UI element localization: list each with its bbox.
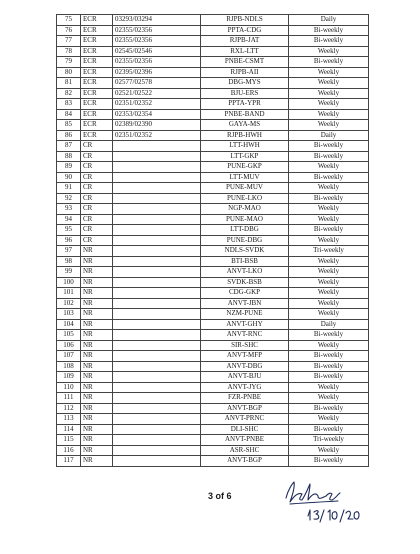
cell-zone: CR	[81, 151, 113, 162]
table-row	[57, 288, 369, 299]
table-row	[57, 319, 369, 330]
cell-route: RJPB-AII	[201, 67, 289, 78]
cell-route: LTT-DBG	[201, 225, 289, 236]
cell-route: NGP-MAO	[201, 204, 289, 215]
cell-zone: NR	[81, 403, 113, 414]
cell-zone: NR	[81, 372, 113, 383]
cell-frequency: Weekly	[289, 88, 369, 99]
handwritten-signature	[280, 476, 390, 531]
cell-route: ANVT-BJU	[201, 372, 289, 383]
table-row	[57, 151, 369, 162]
cell-serial-number: 88	[57, 151, 81, 162]
table-row	[57, 46, 369, 57]
cell-serial-number: 90	[57, 172, 81, 183]
cell-route: BTI-BSB	[201, 256, 289, 267]
cell-serial-number: 109	[57, 372, 81, 383]
cell-train-numbers	[113, 183, 201, 194]
cell-route: ANVT-PNBE	[201, 435, 289, 446]
table-row	[57, 162, 369, 173]
table-row	[57, 130, 369, 141]
cell-route: SIR-SHC	[201, 340, 289, 351]
cell-zone: ECR	[81, 67, 113, 78]
cell-serial-number: 75	[57, 15, 81, 26]
cell-frequency: Bi-weekly	[289, 25, 369, 36]
cell-route: FZR-PNBE	[201, 393, 289, 404]
cell-serial-number: 87	[57, 141, 81, 152]
table-row	[57, 109, 369, 120]
cell-train-numbers: 02353/02354	[113, 109, 201, 120]
cell-route: NDLS-SVDK	[201, 246, 289, 257]
cell-train-numbers	[113, 246, 201, 257]
table-row	[57, 193, 369, 204]
cell-serial-number: 78	[57, 46, 81, 57]
cell-zone: ECR	[81, 99, 113, 110]
cell-serial-number: 99	[57, 267, 81, 278]
cell-serial-number: 93	[57, 204, 81, 215]
cell-zone: CR	[81, 193, 113, 204]
cell-zone: CR	[81, 204, 113, 215]
cell-route: PUNE-GKP	[201, 162, 289, 173]
table-row	[57, 456, 369, 467]
cell-route: ANVT-DBG	[201, 361, 289, 372]
cell-zone: NR	[81, 319, 113, 330]
cell-train-numbers	[113, 445, 201, 456]
cell-serial-number: 117	[57, 456, 81, 467]
page-number: 3 of 6	[208, 491, 232, 501]
cell-zone: NR	[81, 393, 113, 404]
cell-frequency: Bi-weekly	[289, 225, 369, 236]
cell-frequency: Weekly	[289, 414, 369, 425]
cell-serial-number: 81	[57, 78, 81, 89]
cell-frequency: Tri-weekly	[289, 435, 369, 446]
cell-route: ANVT-BGP	[201, 456, 289, 467]
cell-serial-number: 86	[57, 130, 81, 141]
cell-route: ANVT-GHY	[201, 319, 289, 330]
cell-zone: ECR	[81, 46, 113, 57]
table-row	[57, 141, 369, 152]
cell-serial-number: 84	[57, 109, 81, 120]
table-row	[57, 403, 369, 414]
cell-train-numbers	[113, 403, 201, 414]
cell-serial-number: 89	[57, 162, 81, 173]
table-row	[57, 183, 369, 194]
cell-train-numbers	[113, 351, 201, 362]
table-row	[57, 78, 369, 89]
cell-frequency: Daily	[289, 15, 369, 26]
cell-frequency: Bi-weekly	[289, 403, 369, 414]
table-row	[57, 445, 369, 456]
cell-train-numbers	[113, 309, 201, 320]
cell-frequency: Weekly	[289, 309, 369, 320]
cell-frequency: Weekly	[289, 162, 369, 173]
cell-serial-number: 96	[57, 235, 81, 246]
cell-train-numbers	[113, 267, 201, 278]
cell-route: NZM-PUNE	[201, 309, 289, 320]
cell-train-numbers: 02355/02356	[113, 36, 201, 47]
table-row	[57, 204, 369, 215]
table-row	[57, 246, 369, 257]
cell-serial-number: 107	[57, 351, 81, 362]
table-row	[57, 382, 369, 393]
cell-frequency: Bi-weekly	[289, 351, 369, 362]
cell-train-numbers	[113, 372, 201, 383]
cell-serial-number: 112	[57, 403, 81, 414]
cell-frequency: Weekly	[289, 99, 369, 110]
cell-route: DLI-SHC	[201, 424, 289, 435]
cell-route: PUNE-MAO	[201, 214, 289, 225]
cell-serial-number: 94	[57, 214, 81, 225]
cell-route: ANVT-BGP	[201, 403, 289, 414]
cell-route: LTT-HWH	[201, 141, 289, 152]
cell-frequency: Weekly	[289, 109, 369, 120]
cell-route: RJPB-NDLS	[201, 15, 289, 26]
table-row	[57, 330, 369, 341]
table-row	[57, 99, 369, 110]
cell-route: ANVT-JYG	[201, 382, 289, 393]
cell-train-numbers	[113, 393, 201, 404]
cell-route: PPTA-CDG	[201, 25, 289, 36]
cell-frequency: Weekly	[289, 393, 369, 404]
cell-serial-number: 111	[57, 393, 81, 404]
cell-train-numbers: 03293/03294	[113, 15, 201, 26]
cell-train-numbers: 02389/02390	[113, 120, 201, 131]
cell-zone: NR	[81, 445, 113, 456]
cell-route: RJPB-HWH	[201, 130, 289, 141]
cell-zone: NR	[81, 298, 113, 309]
cell-route: PUNE-MUV	[201, 183, 289, 194]
cell-frequency: Weekly	[289, 214, 369, 225]
cell-route: ASR-SHC	[201, 445, 289, 456]
table-row	[57, 351, 369, 362]
cell-serial-number: 110	[57, 382, 81, 393]
cell-train-numbers	[113, 214, 201, 225]
cell-route: ANVT-MFP	[201, 351, 289, 362]
cell-frequency: Weekly	[289, 67, 369, 78]
cell-serial-number: 95	[57, 225, 81, 236]
table-row	[57, 393, 369, 404]
cell-frequency: Weekly	[289, 382, 369, 393]
cell-zone: NR	[81, 351, 113, 362]
cell-serial-number: 102	[57, 298, 81, 309]
table-row	[57, 25, 369, 36]
cell-frequency: Weekly	[289, 298, 369, 309]
cell-train-numbers: 02355/02356	[113, 57, 201, 68]
cell-train-numbers	[113, 288, 201, 299]
cell-frequency: Bi-weekly	[289, 141, 369, 152]
table-row	[57, 15, 369, 26]
train-schedule-table	[56, 14, 369, 467]
cell-zone: ECR	[81, 36, 113, 47]
cell-train-numbers: 02577/02578	[113, 78, 201, 89]
cell-route: PNBE-CSMT	[201, 57, 289, 68]
cell-train-numbers	[113, 340, 201, 351]
cell-zone: NR	[81, 309, 113, 320]
cell-frequency: Bi-weekly	[289, 372, 369, 383]
cell-train-numbers	[113, 319, 201, 330]
cell-frequency: Bi-weekly	[289, 330, 369, 341]
cell-serial-number: 114	[57, 424, 81, 435]
cell-zone: CR	[81, 183, 113, 194]
cell-zone: ECR	[81, 78, 113, 89]
cell-frequency: Bi-weekly	[289, 456, 369, 467]
cell-frequency: Weekly	[289, 288, 369, 299]
cell-train-numbers	[113, 204, 201, 215]
table-row	[57, 414, 369, 425]
table-row	[57, 267, 369, 278]
cell-zone: ECR	[81, 15, 113, 26]
cell-frequency: Weekly	[289, 256, 369, 267]
cell-route: LTT-MUV	[201, 172, 289, 183]
cell-frequency: Weekly	[289, 445, 369, 456]
table-row	[57, 309, 369, 320]
cell-train-numbers: 02355/02356	[113, 25, 201, 36]
cell-train-numbers	[113, 361, 201, 372]
cell-train-numbers	[113, 256, 201, 267]
cell-train-numbers	[113, 225, 201, 236]
cell-frequency: Weekly	[289, 78, 369, 89]
cell-serial-number: 82	[57, 88, 81, 99]
cell-zone: NR	[81, 256, 113, 267]
cell-frequency: Tri-weekly	[289, 246, 369, 257]
cell-serial-number: 83	[57, 99, 81, 110]
cell-route: BJU-ERS	[201, 88, 289, 99]
cell-route: ANVT-RNC	[201, 330, 289, 341]
cell-frequency: Weekly	[289, 235, 369, 246]
cell-zone: CR	[81, 235, 113, 246]
cell-serial-number: 77	[57, 36, 81, 47]
table-row	[57, 277, 369, 288]
cell-frequency: Bi-weekly	[289, 151, 369, 162]
cell-train-numbers: 02351/02352	[113, 130, 201, 141]
cell-route: ANVT-PRNC	[201, 414, 289, 425]
cell-frequency: Daily	[289, 319, 369, 330]
cell-route: ANVT-JBN	[201, 298, 289, 309]
cell-serial-number: 100	[57, 277, 81, 288]
cell-zone: ECR	[81, 88, 113, 99]
cell-zone: NR	[81, 414, 113, 425]
cell-zone: NR	[81, 246, 113, 257]
cell-route: DBG-MYS	[201, 78, 289, 89]
cell-train-numbers	[113, 456, 201, 467]
cell-serial-number: 116	[57, 445, 81, 456]
cell-serial-number: 103	[57, 309, 81, 320]
cell-train-numbers	[113, 298, 201, 309]
table-row	[57, 172, 369, 183]
cell-zone: NR	[81, 382, 113, 393]
cell-zone: NR	[81, 340, 113, 351]
cell-train-numbers	[113, 172, 201, 183]
cell-zone: CR	[81, 225, 113, 236]
cell-frequency: Weekly	[289, 277, 369, 288]
cell-train-numbers: 02395/02396	[113, 67, 201, 78]
table-row	[57, 298, 369, 309]
cell-train-numbers	[113, 424, 201, 435]
table-row	[57, 340, 369, 351]
cell-frequency: Weekly	[289, 183, 369, 194]
cell-serial-number: 76	[57, 25, 81, 36]
cell-zone: NR	[81, 424, 113, 435]
cell-frequency: Weekly	[289, 204, 369, 215]
cell-route: SVDK-BSB	[201, 277, 289, 288]
cell-frequency: Weekly	[289, 340, 369, 351]
table-row	[57, 36, 369, 47]
cell-frequency: Daily	[289, 130, 369, 141]
cell-train-numbers	[113, 162, 201, 173]
cell-serial-number: 101	[57, 288, 81, 299]
cell-train-numbers	[113, 193, 201, 204]
cell-frequency: Bi-weekly	[289, 57, 369, 68]
table-row	[57, 57, 369, 68]
cell-zone: ECR	[81, 120, 113, 131]
cell-frequency: Bi-weekly	[289, 36, 369, 47]
cell-route: ANVT-LKO	[201, 267, 289, 278]
table-row	[57, 361, 369, 372]
cell-train-numbers	[113, 330, 201, 341]
cell-train-numbers	[113, 277, 201, 288]
cell-serial-number: 113	[57, 414, 81, 425]
cell-zone: NR	[81, 267, 113, 278]
cell-zone: ECR	[81, 57, 113, 68]
table-row	[57, 424, 369, 435]
cell-zone: CR	[81, 162, 113, 173]
cell-frequency: Weekly	[289, 46, 369, 57]
cell-serial-number: 91	[57, 183, 81, 194]
cell-route: PUNE-LKO	[201, 193, 289, 204]
cell-route: PUNE-DBG	[201, 235, 289, 246]
cell-train-numbers: 02521/02522	[113, 88, 201, 99]
cell-frequency: Bi-weekly	[289, 424, 369, 435]
cell-route: GAYA-MS	[201, 120, 289, 131]
table-row	[57, 435, 369, 446]
cell-route: LTT-GKP	[201, 151, 289, 162]
cell-serial-number: 79	[57, 57, 81, 68]
table-row	[57, 88, 369, 99]
cell-route: PNBE-BAND	[201, 109, 289, 120]
cell-zone: ECR	[81, 109, 113, 120]
cell-zone: NR	[81, 435, 113, 446]
cell-serial-number: 106	[57, 340, 81, 351]
cell-zone: CR	[81, 141, 113, 152]
cell-zone: NR	[81, 288, 113, 299]
cell-zone: ECR	[81, 130, 113, 141]
cell-train-numbers	[113, 382, 201, 393]
cell-train-numbers	[113, 414, 201, 425]
table-row	[57, 120, 369, 131]
table-row	[57, 214, 369, 225]
cell-zone: CR	[81, 172, 113, 183]
cell-train-numbers	[113, 151, 201, 162]
cell-frequency: Weekly	[289, 120, 369, 131]
cell-zone: NR	[81, 361, 113, 372]
table-row	[57, 256, 369, 267]
cell-serial-number: 85	[57, 120, 81, 131]
cell-frequency: Bi-weekly	[289, 172, 369, 183]
cell-serial-number: 80	[57, 67, 81, 78]
cell-train-numbers	[113, 435, 201, 446]
cell-serial-number: 105	[57, 330, 81, 341]
cell-train-numbers: 02545/02546	[113, 46, 201, 57]
cell-serial-number: 108	[57, 361, 81, 372]
cell-serial-number: 92	[57, 193, 81, 204]
cell-zone: NR	[81, 330, 113, 341]
cell-train-numbers	[113, 141, 201, 152]
cell-frequency: Bi-weekly	[289, 361, 369, 372]
cell-zone: ECR	[81, 25, 113, 36]
cell-zone: NR	[81, 277, 113, 288]
cell-frequency: Bi-weekly	[289, 193, 369, 204]
cell-route: PPTA-YPR	[201, 99, 289, 110]
table-row	[57, 372, 369, 383]
table-row	[57, 67, 369, 78]
cell-route: RXL-LTT	[201, 46, 289, 57]
cell-train-numbers: 02351/02352	[113, 99, 201, 110]
cell-zone: CR	[81, 214, 113, 225]
cell-serial-number: 98	[57, 256, 81, 267]
cell-frequency: Weekly	[289, 267, 369, 278]
cell-zone: NR	[81, 456, 113, 467]
signature-icon	[280, 476, 390, 526]
cell-serial-number: 115	[57, 435, 81, 446]
table-body	[57, 15, 369, 467]
cell-route: RJPB-JAT	[201, 36, 289, 47]
table-row	[57, 225, 369, 236]
cell-serial-number: 104	[57, 319, 81, 330]
table-row	[57, 235, 369, 246]
cell-route: CDG-GKP	[201, 288, 289, 299]
cell-serial-number: 97	[57, 246, 81, 257]
cell-train-numbers	[113, 235, 201, 246]
